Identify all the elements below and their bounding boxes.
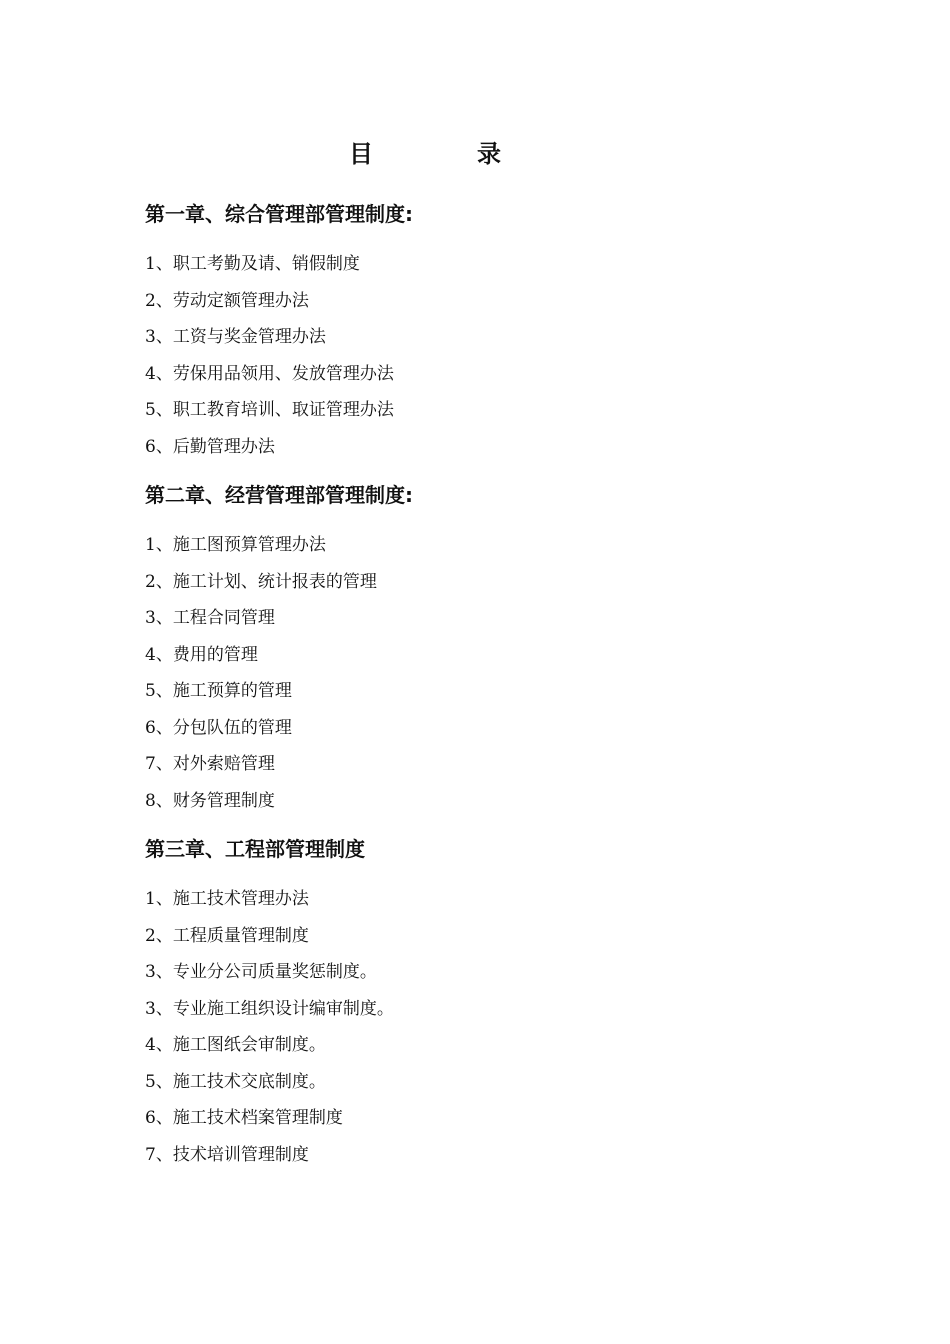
toc-item: 6、分包队伍的管理	[145, 717, 292, 738]
chapter-3	[145, 831, 845, 1173]
chapter-heading: 第二章、经营管理部管理制度:	[145, 483, 413, 507]
chapter-heading: 第三章、工程部管理制度	[145, 837, 365, 861]
toc-item: 4、施工图纸会审制度。	[145, 1035, 326, 1055]
toc-item: 3、工程合同管理	[145, 608, 275, 628]
chapter-heading: 第一章、综合管理部管理制度:	[145, 202, 413, 226]
toc-item: 5、施工技术交底制度。	[145, 1071, 326, 1092]
toc-item: 1、施工图预算管理办法	[145, 535, 326, 555]
chapter-1	[145, 196, 845, 465]
toc-item: 8、财务管理制度	[145, 790, 275, 811]
toc-item: 6、施工技术档案管理制度	[145, 1108, 343, 1128]
toc-title-right: 录	[477, 140, 501, 168]
toc-item: 1、职工考勤及请、销假制度	[145, 254, 360, 274]
toc-item: 3、工资与奖金管理办法	[145, 327, 326, 347]
toc-item: 2、施工计划、统计报表的管理	[145, 571, 377, 592]
toc-item: 4、费用的管理	[145, 644, 258, 665]
toc-item: 5、施工预算的管理	[145, 681, 292, 701]
toc-item: 5、职工教育培训、取证管理办法	[145, 400, 394, 420]
toc-item: 7、技术培训管理制度	[145, 1144, 309, 1165]
toc-item: 2、工程质量管理制度	[145, 925, 309, 946]
toc-content	[145, 196, 845, 1173]
toc-item: 3、专业施工组织设计编审制度。	[145, 998, 394, 1019]
toc-item: 3、专业分公司质量奖惩制度。	[145, 962, 377, 982]
toc-item: 4、劳保用品领用、发放管理办法	[145, 363, 394, 384]
chapter-2	[145, 477, 845, 819]
toc-item: 2、劳动定额管理办法	[145, 290, 309, 311]
toc-item: 6、后勤管理办法	[145, 436, 275, 457]
toc-item: 7、对外索赔管理	[145, 754, 275, 774]
toc-title	[0, 134, 850, 169]
toc-title-left: 目	[349, 140, 373, 168]
toc-item: 1、施工技术管理办法	[145, 889, 309, 909]
